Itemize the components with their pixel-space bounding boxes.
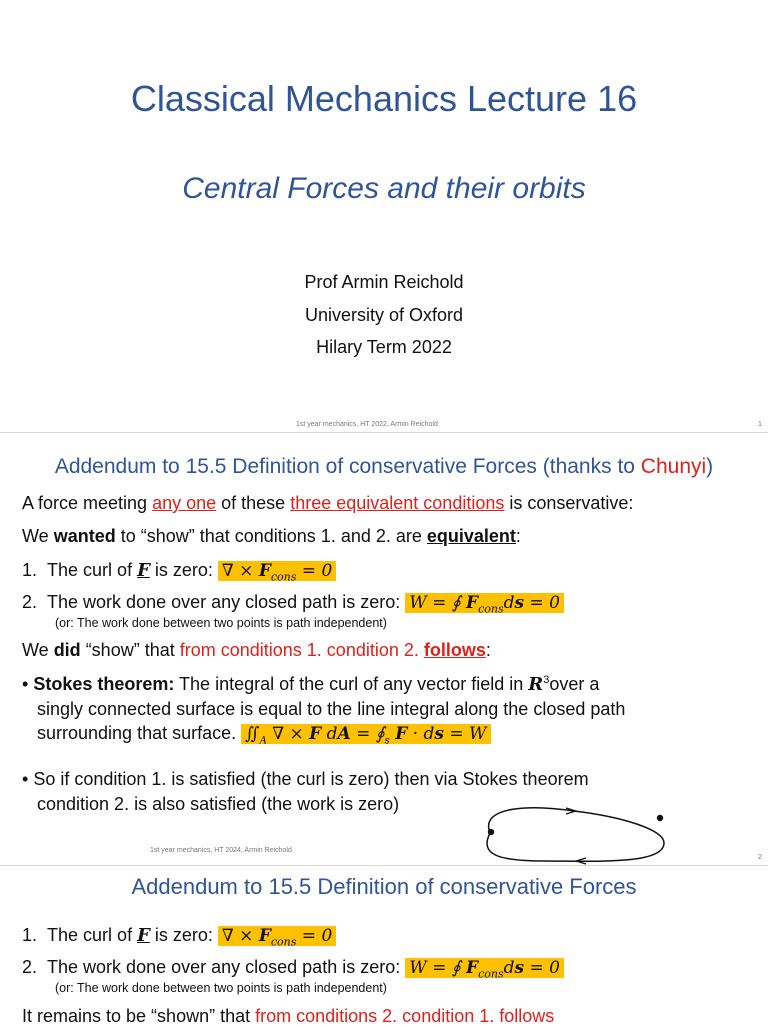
condition-1: 1. The curl of F is zero: ∇ × $F_{cons} = 0$ [22,560,336,583]
did-line: We did “show” that from conditions 1. condition 2. follows: [22,640,491,660]
condition-1: 1. The curl of F is zero: ∇ × $F_{cons} = 0$ [22,925,336,948]
work-equation: W = ∮ $F_{cons}ds = 0$ [405,593,564,613]
path-point-start [488,829,494,835]
slide-title: Addendum to 15.5 Definition of conservative Forces (thanks to Chunyi) [54,455,714,478]
condition-2: 2. The work done over any closed path is zero: W = ∮ $F_{cons}ds = 0$ [22,592,564,615]
slide-1 [0,0,768,432]
so-line-1: • So if condition 1. is satisfied (the curl is zero) then via Stokes theorem [22,769,589,789]
slide-3 [0,866,768,1024]
intro-line: A force meeting any one of these three equivalent conditions is conservative: [22,493,634,513]
closed-path-curve [487,808,664,861]
curl-equation: ∇ × $F_{cons} = 0$ [218,926,336,946]
wanted-line: We wanted to “show” that conditions 1. and 2. are equivalent: [22,526,521,546]
curl-equation: ∇ × $F_{cons} = 0$ [218,561,336,581]
page-number: 2 [758,854,762,861]
work-equation: W = ∮ $F_{cons}ds = 0$ [405,958,564,978]
page-number: 1 [758,421,762,428]
term: Hilary Term 2022 [316,337,452,357]
so-line-2: condition 2. is also satisfied (the work is zero) [37,794,400,814]
stokes-equation: $∬_A$ ∇ × F dA = $∮_s$ F · ds = W [241,724,490,744]
lecture-subtitle: Central Forces and their orbits [182,172,586,205]
author: Prof Armin Reichold [304,272,464,292]
stokes-line-1: • Stokes theorem: The integral of the curl of any vector field in $R^3over$ a [22,674,600,695]
condition-2-note: (or: The work done between two points is path independent) [55,616,387,630]
institution: University of Oxford [304,305,464,325]
lecture-title: Classical Mechanics Lecture 16 [130,78,638,119]
slide-2 [0,433,768,865]
slide-title: Addendum to 15.5 Definition of conservative Forces [131,874,637,899]
stokes-line-3: surrounding that surface. $∬_A$ ∇ × F dA = $∮_s$ F · ds = W [37,723,491,746]
closed-path-diagram [474,795,674,867]
condition-2-note: (or: The work done between two points is path independent) [55,981,387,995]
stokes-line-2: singly connected surface is equal to the line integral along the closed path [37,699,626,719]
slide-footer: 1st year mechanics, HT 2024, Armin Reichold [150,847,292,854]
slide-footer: 1st year mechanics, HT 2022, Armin Reichold [296,421,438,428]
condition-2: 2. The work done over any closed path is zero: W = ∮ $F_{cons}ds = 0$ [22,957,564,980]
remains-line: It remains to be “shown” that from conditions 2. condition 1. follows [22,1006,555,1026]
path-point-end [657,815,663,821]
